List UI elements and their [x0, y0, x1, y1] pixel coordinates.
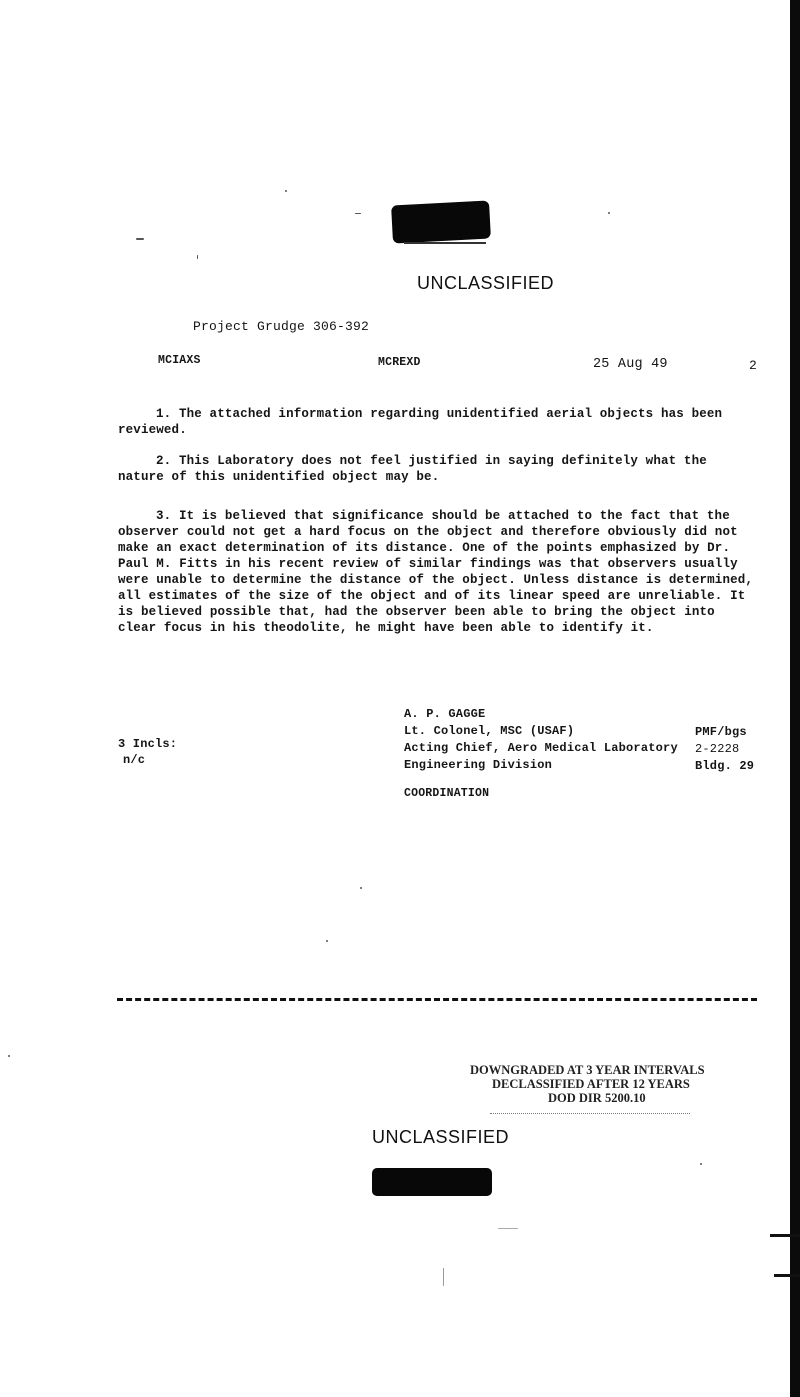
scan-speck: [608, 212, 610, 214]
paragraph-3: [118, 508, 758, 636]
scan-edge: [790, 0, 800, 1397]
paragraph-text: 1. The attached information regarding unidentified aerial objects has been reviewed.: [118, 407, 723, 437]
reference-building: Bldg. 29: [695, 759, 755, 773]
signature-block: [404, 707, 678, 775]
downgrade-line-1: DOWNGRADED AT 3 YEAR INTERVALS: [470, 1063, 705, 1077]
coordination-label: COORDINATION: [404, 787, 490, 800]
enclosure-count: 3 Incls:: [118, 737, 178, 751]
signer-name: A. P. GAGGE: [404, 707, 486, 721]
scan-speck: [498, 1228, 518, 1229]
scan-speck: [700, 1163, 702, 1165]
dashed-separator: [117, 998, 757, 1001]
scan-speck: [443, 1268, 444, 1286]
signer-division: Engineering Division: [404, 758, 553, 772]
classification-bottom: UNCLASSIFIED: [372, 1127, 510, 1147]
reference-phone: 2-2228: [695, 742, 740, 756]
from-office-code: MCIAXS: [158, 354, 201, 367]
project-line: Project Grudge 306-392: [193, 319, 370, 334]
signer-rank: Lt. Colonel, MSC (USAF): [404, 724, 575, 738]
paragraph-2: [118, 453, 758, 485]
reference-block: [695, 725, 754, 776]
scan-speck: [360, 887, 362, 889]
scan-speck: [8, 1055, 10, 1057]
signer-title: Acting Chief, Aero Medical Laboratory: [404, 741, 678, 755]
memo-date: 25 Aug 49: [593, 357, 668, 372]
page-number: 2: [749, 358, 758, 373]
scan-speck: [326, 940, 328, 942]
paragraph-text: 2. This Laboratory does not feel justified in saying definitely what the nature of this unidentified object may be.: [118, 454, 707, 484]
stamp-underline: [490, 1113, 690, 1114]
scan-edge-tick: [774, 1274, 800, 1277]
scan-speck: [197, 255, 198, 259]
enclosure-note: n/c: [123, 753, 146, 767]
classification-top: UNCLASSIFIED: [417, 273, 555, 293]
redaction-underline: [404, 242, 486, 244]
scan-speck: [285, 190, 287, 192]
paragraph-1: [118, 406, 758, 438]
paragraph-text: 3. It is believed that significance should be attached to the fact that the observer could not get a hard focus on the object and therefore obviously did not make an exact determination of its distance. One of the points emphasized by Dr. Paul M. Fitts in his recent review of similar findings was that observers usually were unable to determine the distance of the object. Unless distance is determined, all estimates of the size of the object and of its linear speed are unreliable. It is believed possible that, had the observer been able to bring the object into clear focus in his theodolite, he might have been able to identify it.: [118, 509, 754, 635]
downgrade-line-3: DOD DIR 5200.10: [548, 1091, 646, 1105]
reference-initials: PMF/bgs: [695, 725, 747, 739]
redaction-bar-bottom: [372, 1168, 492, 1196]
downgrade-line-2: DECLASSIFIED AFTER 12 YEARS: [492, 1077, 690, 1091]
redaction-bar-top: [391, 200, 491, 243]
scan-speck: [355, 213, 361, 214]
to-office-code: MCREXD: [378, 356, 421, 369]
scan-edge-tick: [770, 1234, 800, 1237]
scan-speck: [136, 238, 144, 240]
